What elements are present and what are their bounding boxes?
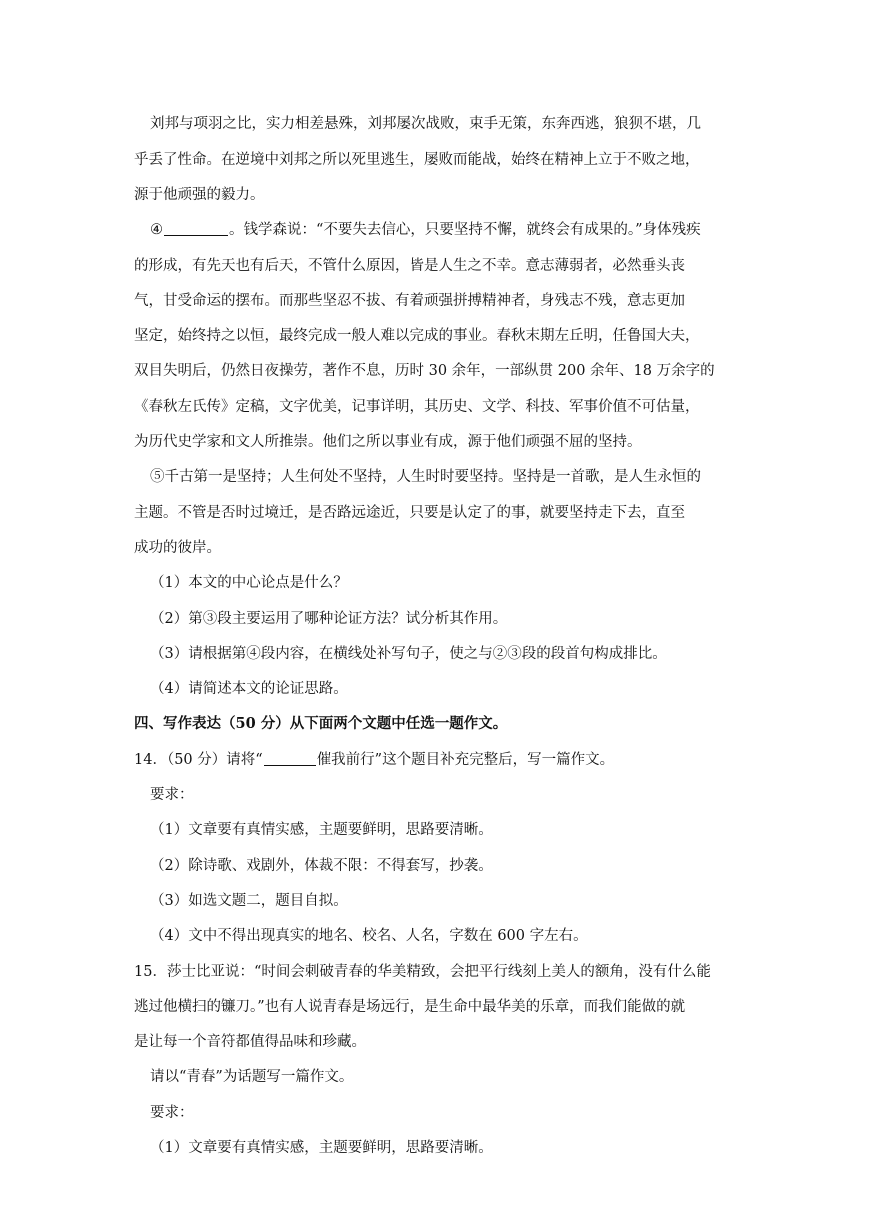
- text-segment: 14．（50 分）请将“: [134, 752, 263, 768]
- question-2: （2）第③段主要运用了哪种论证方法？试分析其作用。: [150, 611, 508, 627]
- question-1: （1）本文的中心论点是什么？: [150, 575, 348, 591]
- text-line: 源于他顽强的毅力。: [134, 187, 265, 203]
- question-3: （3）请根据第④段内容，在横线处补写句子，使之与②③段的段首句构成排比。: [150, 646, 667, 662]
- text-line-with-blank: [150, 220, 701, 240]
- text-line: 刘邦与项羽之比，实力相差悬殊，刘邦屡次战败，束手无策，东奔西逃，狼狈不堪，几: [150, 116, 701, 132]
- text-line: 《春秋左氏传》定稿，文字优美，记事详明，其历史、文学、科技、军事价值不可估量，: [134, 399, 700, 415]
- text-line: 为历代史学家和文人所推崇。他们之所以事业有成，源于他们顽强不屈的坚持。: [134, 434, 642, 450]
- text-line: 逃过他横扫的镰刀。”也有人说青春是场远行，是生命中最华美的乐章，而我们能做的就: [134, 999, 686, 1015]
- text-line: 双目失明后，仍然日夜操劳，著作不息，历时 30 余年，一部纵贯 200 余年、18 万余字的: [134, 363, 715, 379]
- text-line: 气，甘受命运的摆布。而那些坚忍不拔、有着顽强拼搏精神者，身残志不残，意志更加: [134, 293, 685, 309]
- fill-blank: [164, 221, 228, 236]
- requirement-item: （1）文章要有真情实感，主题要鲜明，思路要清晰。: [150, 822, 493, 838]
- text-line: 坚定，始终持之以恒，最终完成一般人难以完成的事业。春秋末期左丘明，任鲁国大夫，: [134, 328, 700, 344]
- text-line: ⑤千古第一是坚持；人生何处不坚持，人生时时要坚持。坚持是一首歌，是人生永恒的: [150, 469, 701, 485]
- question-4: （4）请简述本文的论证思路。: [150, 681, 348, 697]
- text-line: 主题。不管是否时过境迁，是否路远途近，只要是认定了的事，就要坚持走下去，直至: [134, 505, 685, 521]
- paragraph-marker: ④: [150, 222, 163, 238]
- question-14: [134, 750, 614, 770]
- requirement-item: （1）文章要有真情实感，主题要鲜明，思路要清晰。: [150, 1140, 493, 1156]
- requirement-item: （3）如选文题二，题目自拟。: [150, 893, 348, 909]
- fill-blank: [264, 751, 316, 766]
- text-line: 的形成，有先天也有后天，不管什么原因，皆是人生之不幸。意志薄弱者，必然垂头丧: [134, 258, 685, 274]
- text-line: 成功的彼岸。: [134, 540, 221, 556]
- question-15: 15．莎士比亚说：“时间会刺破青春的华美精致，会把平行线刻上美人的额角，没有什么能: [134, 964, 711, 980]
- text-segment: 。钱学森说：“不要失去信心，只要坚持不懈，就终会有成果的。”身体残疾: [229, 222, 701, 238]
- requirements-label: 要求：: [150, 1105, 194, 1121]
- requirement-item: （2）除诗歌、戏剧外，体裁不限：不得套写，抄袭。: [150, 858, 493, 874]
- requirement-item: （4）文中不得出现真实的地名、校名、人名，字数在 600 字左右。: [150, 928, 588, 944]
- section-heading: 四、写作表达（50 分）从下面两个文题中任选一题作文。: [134, 715, 508, 732]
- text-line: 请以“青春”为话题写一篇作文。: [150, 1069, 354, 1085]
- requirements-label: 要求：: [150, 787, 194, 803]
- text-line: 是让每一个音符都值得品味和珍藏。: [134, 1034, 366, 1050]
- text-segment: 催我前行”这个题目补充完整后，写一篇作文。: [316, 752, 615, 768]
- text-line: 乎丢了性命。在逆境中刘邦之所以死里逃生，屡败而能战，始终在精神上立于不败之地，: [134, 152, 700, 168]
